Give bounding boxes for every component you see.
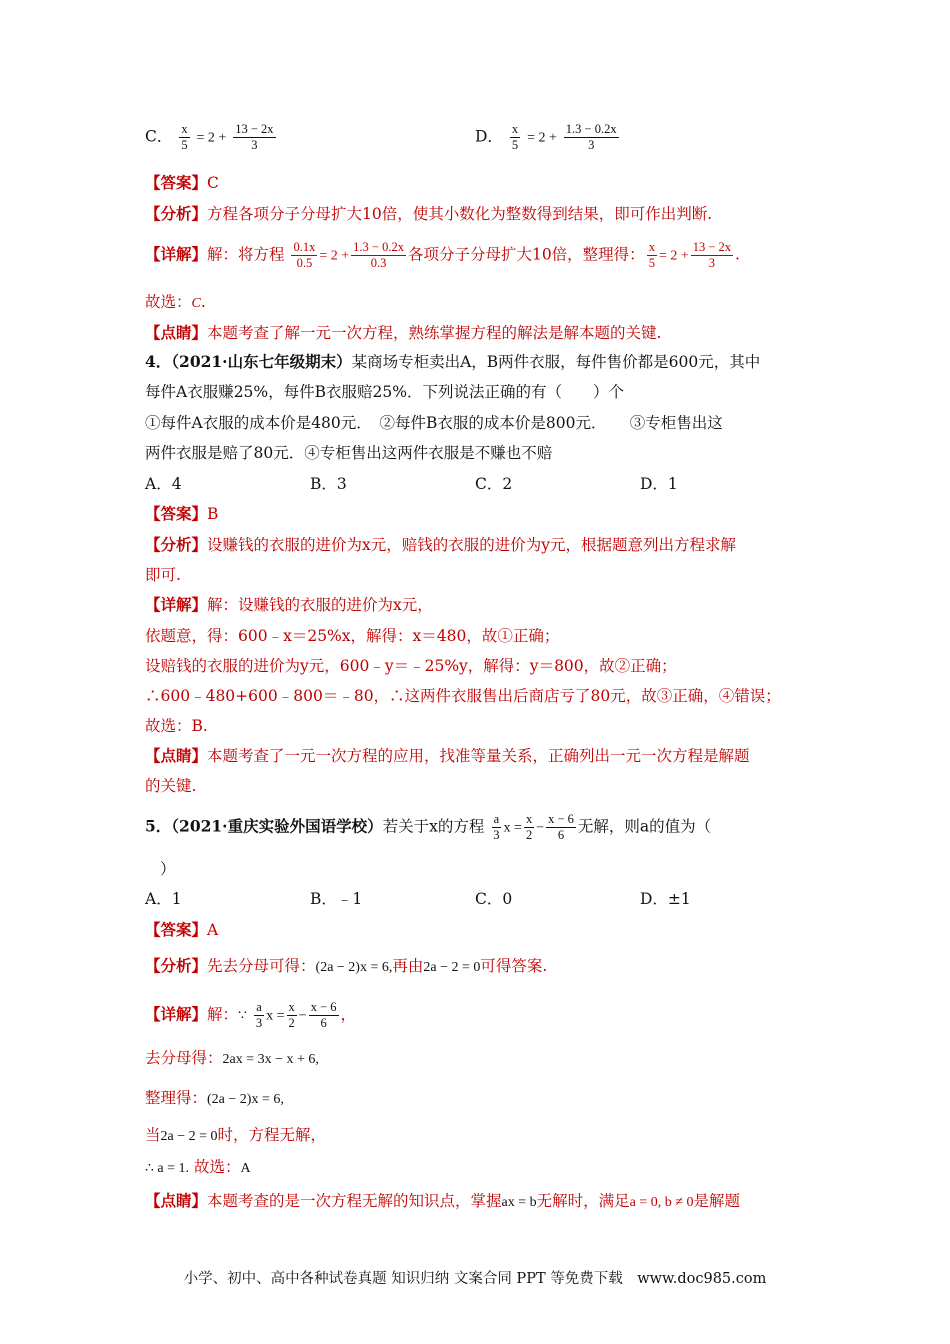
q5-step-3: 当2a − 2 = 0时，方程无解， [145,1126,327,1144]
page-footer: 小学、初中、高中各种试卷真题 知识归纳 文案合同 PPT 等免费下载 www.doc985.com [183,1271,767,1287]
q5-conclusion: ∴ a = 1. 故选：A [145,1158,251,1176]
q5-answer: 【答案】A [145,920,219,939]
q4-analysis: 【分析】设赚钱的衣服的进价为x元，赔钱的衣服的进价为y元，根据题意列出方程求解 [145,535,737,554]
q4-option-c: C．2 [475,475,513,493]
q3-answer: 【答案】C [145,173,219,192]
q4-statements-2: 两件衣服是赔了80元．④专柜售出这两件衣服是不赚也不赔 [145,444,553,462]
q5-option-d: D．±1 [640,890,691,908]
q4-option-b: B．3 [310,475,347,493]
fraction: $\frac{x}{5}$ [181,122,188,152]
q4-statements: ①每件A衣服的成本价是480元． ②每件B衣服的成本价是800元． ③专柜售出这 [145,414,723,432]
q5-stem: 5．（2021·重庆实验外国语学校）若关于x的方程 $\frac{a}{3}$ x = $\frac{x}{2}$ − $\frac{x - 6}{6}$ 无解，则a的值为（ [145,812,712,842]
q4-option-a: A．4 [145,475,182,493]
q4-analysis-2: 即可. [145,566,181,584]
fraction: $\frac{x - 6}{6}$ [548,812,574,842]
fraction: $\frac{x}{2}$ [525,812,533,842]
fraction: $\frac{1.3 - 0.2x}{3}$ [565,122,617,152]
q5-step-2: 整理得：(2a − 2)x = 6, [145,1089,284,1107]
q5-step-1: 去分母得：2ax = 3x − x + 6, [145,1049,319,1067]
fraction: $\frac{1.3 - 0.2x}{0.3}$ [353,240,404,270]
q5-analysis: 【分析】先去分母可得：(2a − 2)x = 6,再由2a − 2 = 0可得答案. [145,956,548,975]
q3-option-c: C． $\frac{x}{5}$ = 2 + $\frac{13 - 2x}{3}$ [145,122,274,152]
fraction: $\frac{a}{3}$ [493,812,500,842]
fraction: $\frac{x}{2}$ [288,1000,295,1030]
fraction: $\frac{x}{5}$ [511,122,519,152]
q4-answer: 【答案】B [145,504,219,523]
fraction: $\frac{13 - 2x}{3}$ [235,122,274,152]
fraction: $\frac{13 - 2x}{3}$ [692,240,732,270]
q5-option-a: A．1 [145,890,182,908]
q3-choose: 故选：C. [145,293,206,311]
q4-detail-2: 依题意，得：600﹣x＝25%x，解得：x＝480，故①正确； [145,627,560,645]
q4-stem: 4．（2021·山东七年级期末）某商场专柜卖出A，B两件衣服，每件售价都是600元，其中 [145,352,761,371]
q4-option-d: D．1 [640,475,678,493]
q3-analysis: 【分析】方程各项分子分母扩大10倍，使其小数化为整数得到结果，即可作出判断. [145,204,713,223]
q4-comment: 【点睛】本题考查了一元一次方程的应用，找准等量关系，正确列出一元一次方程是解题 [145,746,750,765]
q5-comment: 【点睛】本题考查的是一次方程无解的知识点，掌握ax = b无解时，满足a = 0, b ≠ 0是解题 [145,1191,740,1210]
q3-option-d: D． $\frac{x}{5}$ = 2 + $\frac{1.3 - 0.2x}{3}$ [475,122,617,152]
q5-option-c: C．0 [475,890,513,908]
q4-detail-4: ∴600﹣480+600﹣800＝﹣80，∴这两件衣服售出后商店亏了80元，故③正确，④错误； [145,687,781,705]
q4-detail-5: 故选：B. [145,717,208,735]
q3-detail: 【详解】解：将方程 $\frac{0.1x}{0.5}$ = 2 + $\frac{1.3 - 0.2x}{0.3}$ 各项分子分母扩大10倍，整理得： $\frac{x}{5}$ = 2 + $\frac{13 - 2x}{3}$ . [145,240,740,270]
q5-stem-close: ） [160,860,176,878]
fraction: $\frac{a}{3}$ [255,1000,263,1030]
q4-stem-2: 每件A衣服赚25%，每件B衣服赔25%．下列说法正确的有（ ）个 [145,383,624,401]
q4-detail: 【详解】解：设赚钱的衣服的进价为x元， [145,595,433,614]
q5-option-b: B．﹣1 [310,890,363,908]
q4-detail-3: 设赔钱的衣服的进价为y元，600﹣y＝﹣25%y，解得：y＝800，故②正确； [145,657,677,675]
q5-detail: 【详解】解：∵ $\frac{a}{3}$ x = $\frac{x}{2}$ − $\frac{x - 6}{6}$ ， [145,1000,357,1030]
fraction: $\frac{0.1x}{0.5}$ [293,240,316,270]
fraction: $\frac{x}{5}$ [648,240,655,270]
fraction: $\frac{x - 6}{6}$ [310,1000,337,1030]
q4-comment-2: 的关键. [145,777,197,795]
q3-comment: 【点睛】本题考查了解一元一次方程，熟练掌握方程的解法是解本题的关键. [145,323,662,342]
